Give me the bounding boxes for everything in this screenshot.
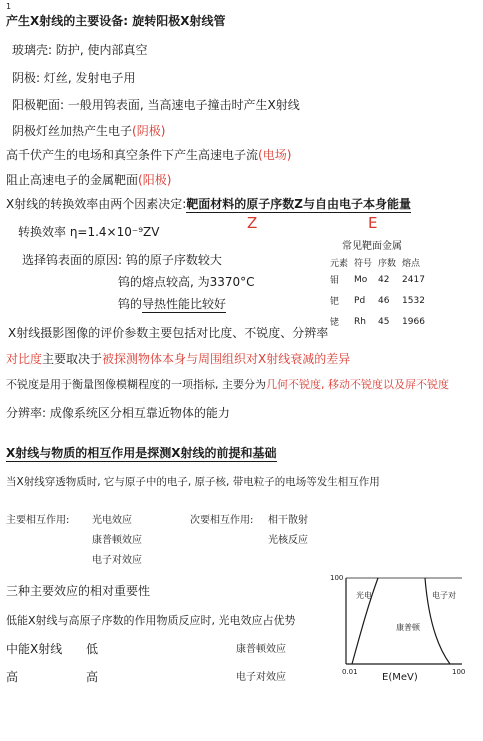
note-stopping-target (6, 173, 171, 187)
table-cell: 42 (378, 274, 390, 285)
heading-interaction-text: X射线与物质的相互作用是探测X射线的前提和基础 (6, 446, 277, 460)
table-header-cell: 元素 (330, 259, 349, 269)
row-mid-energy-effect: 康普顿效应 (236, 644, 286, 655)
note-stopping-text: 阻止高速电子的金属靶面 (6, 173, 139, 187)
table-header-cell: 符号 (354, 259, 373, 269)
row-high-energy-label: 高 (6, 670, 19, 684)
table-row (330, 311, 431, 332)
note-glass-shell: 玻璃壳: 防护, 使内部真空 (12, 43, 148, 57)
table-cell: 1532 (402, 295, 425, 306)
table-title: 常见靶面金属 (342, 241, 402, 252)
note-tungsten-melting: 钨的熔点较高, 为3370°C (118, 275, 255, 289)
diagram-region-photoelectric: 光电 (356, 591, 372, 600)
note-conversion-intro: X射线的转换效率由两个因素决定: (6, 197, 187, 211)
table-cell: 45 (378, 316, 390, 327)
note-low-energy: 低能X射线与高原子序数的作用物质反应时, 光电效应占优势 (6, 614, 296, 627)
table-cell: Pd (354, 295, 366, 306)
note-evaluation-params: X射线摄影图像的评价参数主要包括对比度、不锐度、分辨率 (8, 326, 329, 340)
note-unsharpness (6, 378, 449, 392)
note-unsharpness-types: 几何不锐度, 移动不锐度以及屏不锐度 (266, 378, 449, 391)
table-cell: 铑 (330, 318, 340, 328)
diagram-x-axis-label: E(MeV) (382, 672, 418, 683)
letter-z: Z (247, 214, 258, 232)
secondary-item-coherent: 相干散射 (268, 515, 308, 526)
table-cell: Mo (354, 274, 368, 285)
heading-interaction (6, 446, 277, 460)
note-contrast-detail: 被探测物体本身与周围组织对X射线衰减的差异 (102, 352, 351, 366)
diagram-region-compton: 康普顿 (396, 623, 420, 632)
secondary-item-photonuclear: 光核反应 (268, 535, 308, 546)
note-contrast-term: 对比度 (6, 352, 43, 366)
table-header-cell: 序数 (378, 259, 397, 269)
table-cell: Rh (354, 316, 366, 327)
note-filament-tag: (阴极) (132, 124, 166, 138)
table-cell: 1966 (402, 316, 425, 327)
table-cell: 钼 (330, 276, 340, 286)
note-tungsten-thermal-a: 钨的 (118, 297, 143, 311)
diagram-y-max-label: 100 (330, 574, 344, 582)
heading-main-device: 产生X射线的主要设备: 旋转阳极X射线管 (6, 14, 226, 28)
note-high-voltage-tag: (电场) (258, 148, 292, 162)
table-cell: 2417 (402, 274, 425, 285)
letter-e: E (368, 214, 378, 232)
note-high-voltage (6, 148, 291, 162)
note-tungsten-thermal-b: 导热性能比较好 (142, 297, 227, 311)
diagram-compton-pair-boundary (425, 578, 450, 664)
table-row (330, 290, 431, 311)
note-filament-heating (12, 124, 165, 138)
secondary-interaction-label: 次要相互作用: (190, 515, 254, 526)
note-filament-text: 阴极灯丝加热产生电子 (12, 124, 133, 138)
diagram-x-origin-label: 0.01 (342, 668, 358, 676)
table-cell: 46 (378, 295, 390, 306)
table-header-cell: 熔点 (402, 259, 421, 269)
row-high-energy-effect: 电子对效应 (236, 672, 286, 683)
table-cell: 钯 (330, 297, 340, 307)
primary-item-pair: 电子对效应 (92, 555, 142, 566)
primary-item-photoelectric: 光电效应 (92, 515, 132, 526)
primary-interaction-label: 主要相互作用: (6, 515, 70, 526)
note-efficiency-formula: 转换效率 η=1.4×10⁻⁹ZV (18, 225, 160, 239)
corner-mark: 1 (6, 2, 12, 11)
target-metal-table (330, 256, 431, 332)
primary-item-compton: 康普顿效应 (92, 535, 142, 546)
note-conversion-factors (6, 197, 411, 211)
note-cathode: 阴极: 灯丝, 发射电子用 (12, 71, 136, 85)
note-tungsten-reason: 选择钨表面的原因: 钨的原子序数较大 (22, 253, 222, 267)
note-stopping-tag: (阳极) (138, 173, 172, 187)
row-mid-energy-z: 低 (86, 642, 99, 656)
table-row (330, 269, 431, 290)
note-resolution: 分辨率: 成像系统区分相互靠近物体的能力 (6, 406, 230, 420)
row-mid-energy-label: 中能X射线 (6, 642, 63, 656)
table-header-row (330, 256, 431, 269)
note-penetration: 当X射线穿透物质时, 它与原子中的电子, 原子核, 带电粒子的电场等发生相互作用 (6, 476, 380, 488)
heading-relative-importance: 三种主要效应的相对重要性 (6, 584, 151, 598)
diagram-x-max-label: 100 (452, 668, 466, 676)
note-contrast (6, 352, 350, 366)
note-tungsten-thermal (118, 297, 226, 311)
note-contrast-mid: 主要取决于 (42, 352, 103, 366)
note-anode-target: 阳极靶面: 一般用钨表面, 当高速电子撞击时产生X射线 (12, 98, 300, 112)
row-high-energy-z: 高 (86, 670, 99, 684)
note-high-voltage-text: 高千伏产生的电场和真空条件下产生高速电子流 (6, 148, 259, 162)
diagram-photo-compton-boundary (352, 578, 378, 664)
note-unsharpness-text: 不锐度是用于衡量图像模糊程度的一项指标, 主要分为 (6, 378, 266, 391)
note-conversion-factors-underlined: 靶面材料的原子序数Z与自由电子本身能量 (186, 197, 411, 211)
diagram-region-pair: 电子对 (432, 591, 456, 600)
